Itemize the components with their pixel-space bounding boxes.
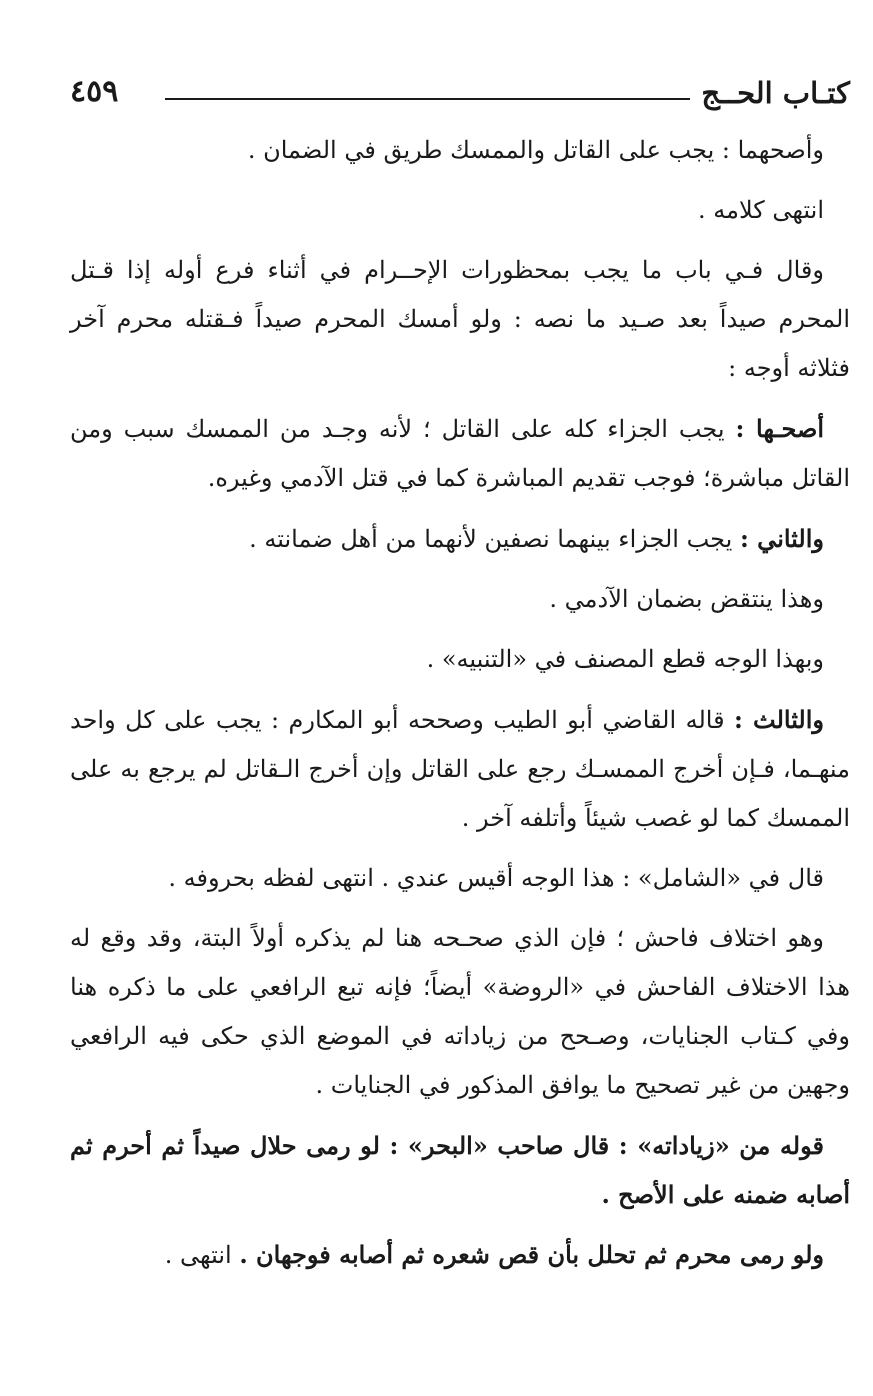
paragraph — [70, 186, 850, 235]
paragraph-text: وبهذا الوجه قطع المصنف في «التنبيه» . — [426, 645, 824, 673]
paragraph-text: يجب الجزاء بينهما نصفين لأنهما من أهل ضمانته . — [249, 525, 740, 553]
paragraph-lead: والثاني : — [739, 524, 824, 553]
book-page — [70, 70, 850, 1320]
paragraph-lead: ولو رمى محرم ثم تحلل بأن قص شعره ثم أصابه فوجهان . — [239, 1240, 824, 1269]
paragraph — [70, 854, 850, 903]
paragraph — [70, 635, 850, 684]
paragraph — [70, 404, 850, 503]
page-number: ٤٥٩ — [70, 74, 119, 109]
paragraph-text: وأصحهما : يجب على القاتل والممسك طريق في الضمان . — [247, 136, 824, 164]
paragraph — [70, 1230, 850, 1280]
paragraph — [70, 514, 850, 564]
paragraph-lead: أصحـها : — [735, 414, 824, 443]
header-rule — [165, 98, 690, 100]
paragraph-text: انتهى . — [164, 1241, 240, 1269]
page-body — [70, 126, 850, 1280]
paragraph — [70, 575, 850, 624]
paragraph-text: قال في «الشامل» : هذا الوجه أقيس عندي . انتهى لفظه بحروفه . — [168, 864, 824, 892]
paragraph — [70, 914, 850, 1110]
paragraph-text: قاله القاضي أبو الطيب وصححه أبو المكارم : يجب على كل واحد منهـما، فـإن أخرج الممسـك رجع على القاتل وإن أخرج الـقاتل لم يرجع به على الممسك كما لو غصب شيئاً وأتلفه آخر . — [70, 706, 850, 832]
paragraph — [70, 695, 850, 843]
paragraph-lead: والثالث : — [733, 705, 825, 734]
paragraph-text: وهو اختلاف فاحش ؛ فإن الذي صحـحه هنا لم يذكره أولاً البتة، وقد وقع له هذا الاختلاف الفاحش في «الروضة» أيضاً؛ فإنه تبع الرافعي على ما ذكره هنا وفي كـتاب الجنايات، وصـحح من زياداته في الموضع الذي حكى فيه الرافعي وجهين من غير تصحيح ما يوافق المذكور في الجنايات . — [70, 924, 850, 1099]
paragraph-text: يجب الجزاء كله على القاتل ؛ لأنه وجـد من الممسك سبب ومن القاتل مباشرة؛ فوجب تقديم المباشرة كما في قتل الآدمي وغيره. — [70, 415, 850, 492]
paragraph — [70, 126, 850, 175]
paragraph — [70, 1121, 850, 1219]
paragraph-text: انتهى كلامه . — [697, 196, 824, 224]
paragraph — [70, 246, 850, 393]
running-header — [70, 70, 850, 126]
chapter-title: كتـاب الحــج — [701, 76, 850, 110]
paragraph-text: وهذا ينتقض بضمان الآدمي . — [549, 585, 824, 613]
paragraph-text: وقال فـي باب ما يجب بمحظورات الإحــرام في أثناء فرع أوله إذا قـتل المحرم صيداً بعد صـيد ما نصه : ولو أمسك المحرم صيداً فـقتله محرم آخر فثلاثه أوجه : — [70, 256, 850, 382]
paragraph-text: قوله من «زياداته» : قال صاحب «البحر» : لو رمى حلال صيداً ثم أحرم ثم أصابه ضمنه على الأصح . — [70, 1131, 850, 1209]
